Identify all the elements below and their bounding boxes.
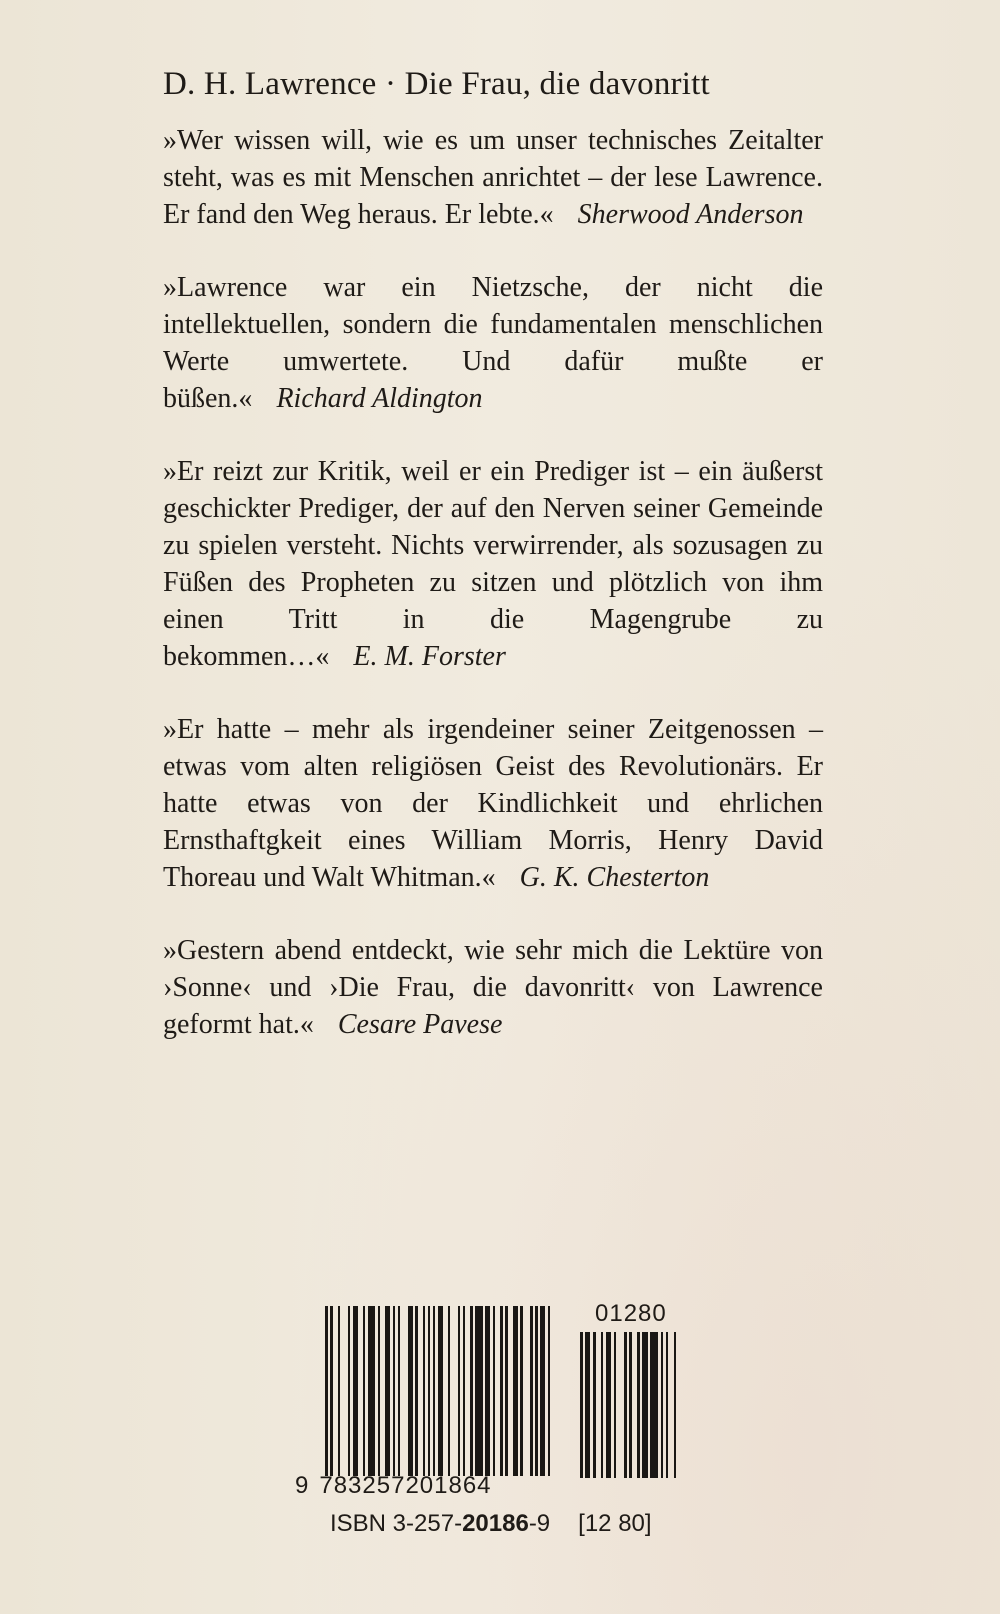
barcode-bar — [398, 1306, 401, 1476]
quote-text: »Wer wissen will, wie es um unser technisches Zeitalter steht, was es mit Menschen anrichtet – der lese Lawrence. Er fand den Weg heraus. Er lebte.« — [163, 125, 823, 230]
quote-author: Richard Aldington — [276, 383, 483, 414]
isbn-suffix: -9 — [528, 1510, 551, 1537]
barcode-bar — [585, 1332, 590, 1478]
quote-text: »Gestern abend entdeckt, wie sehr mich die Lektüre von ›Sonne‹ und ›Die Frau, die davonritt‹ von Lawrence geformt hat.« — [163, 935, 823, 1040]
barcode-bars-main — [325, 1306, 559, 1476]
quote-text: »Er hatte – mehr als irgendeiner seiner Zeitgenossen – etwas vom alten religiösen Geist des Revolutionärs. Er hatte etwas von der Kindlichkeit und ehrlichen Ernsthaftgkeit eines William Morris, Henry David Thoreau und Walt Whitman.« — [163, 714, 823, 893]
barcode-bar — [505, 1306, 508, 1476]
barcode-bars-addon — [580, 1332, 702, 1478]
barcode-bar — [415, 1306, 418, 1476]
isbn-bold: 20186 — [462, 1510, 529, 1537]
barcode-bar — [330, 1306, 333, 1476]
barcode-bar — [530, 1306, 533, 1476]
quote-author: Cesare Pavese — [337, 1009, 503, 1040]
barcode-bar — [500, 1306, 503, 1476]
barcode-bar — [438, 1306, 443, 1476]
barcode-bar — [485, 1306, 490, 1476]
barcode-bar — [325, 1306, 328, 1476]
barcode-bar — [629, 1332, 632, 1478]
barcode-bar — [363, 1306, 366, 1476]
barcode-bar — [493, 1306, 496, 1476]
ean-digits — [295, 1472, 492, 1500]
barcode-bar — [642, 1332, 647, 1478]
quotes-section — [163, 122, 823, 1079]
quote-text: »Er reizt zur Kritik, weil er ein Prediger ist – ein äußerst geschickter Prediger, der auf den Nerven seiner Gemeinde zu spielen versteht. Nichts verwirrender, als sozusagen zu Füßen des Propheten zu sitzen und plötzlich von ihm einen Tritt in die Magengrube zu bekommen…« — [163, 456, 823, 672]
barcode-bar — [535, 1306, 538, 1476]
quote-author: G. K. Chesterton — [519, 862, 710, 893]
barcode-bar — [393, 1306, 396, 1476]
quote-anderson — [163, 122, 823, 233]
barcode-bar — [513, 1306, 518, 1476]
barcode-bar — [674, 1332, 677, 1478]
barcode-bar — [338, 1306, 341, 1476]
barcode-bar — [423, 1306, 426, 1476]
barcode-bar — [650, 1332, 658, 1478]
barcode-bar — [601, 1332, 604, 1478]
barcode-bar — [520, 1306, 523, 1476]
barcode-bar — [540, 1306, 545, 1476]
barcode-bar — [606, 1332, 611, 1478]
barcode-bar — [448, 1306, 451, 1476]
barcode-bar — [458, 1306, 461, 1476]
isbn-prefix: ISBN 3-257- — [330, 1510, 463, 1537]
barcode-bar — [637, 1332, 640, 1478]
barcode-bar — [368, 1306, 376, 1476]
quote-chesterton — [163, 711, 823, 896]
barcode-bar — [548, 1306, 551, 1476]
barcode-bar — [593, 1332, 596, 1478]
barcode-bar — [463, 1306, 466, 1476]
barcode-bar — [475, 1306, 483, 1476]
isbn-line — [330, 1510, 652, 1538]
barcode-bar — [378, 1306, 381, 1476]
barcode-bar — [614, 1332, 617, 1478]
quote-pavese — [163, 932, 823, 1043]
barcode-bar — [666, 1332, 669, 1478]
book-title: D. H. Lawrence · Die Frau, die davonritt — [163, 66, 710, 102]
quote-author: E. M. Forster — [353, 641, 506, 672]
barcode-bar — [428, 1306, 431, 1476]
barcode-bar — [348, 1306, 351, 1476]
quote-text: »Lawrence war ein Nietzsche, der nicht die intellektuellen, sondern die fundamentalen menschlichen Werte umwertete. Und dafür mußte er büßen.« — [163, 272, 823, 414]
ean-first-digit: 9 — [295, 1472, 310, 1499]
quote-author: Sherwood Anderson — [577, 199, 804, 230]
barcode-bar — [385, 1306, 390, 1476]
barcode-bar — [433, 1306, 436, 1476]
barcode-bar — [408, 1306, 413, 1476]
barcode-addon-number: 01280 — [595, 1300, 667, 1327]
price-code: [12 80] — [578, 1510, 652, 1537]
barcode-bar — [624, 1332, 627, 1478]
barcode-bar — [661, 1332, 664, 1478]
barcode-bar — [580, 1332, 583, 1478]
barcode — [295, 1300, 715, 1540]
barcode-bar — [470, 1306, 473, 1476]
barcode-bar — [353, 1306, 358, 1476]
quote-forster — [163, 453, 823, 675]
ean-main-digits: 783257201864 — [319, 1472, 492, 1499]
quote-aldington — [163, 269, 823, 417]
